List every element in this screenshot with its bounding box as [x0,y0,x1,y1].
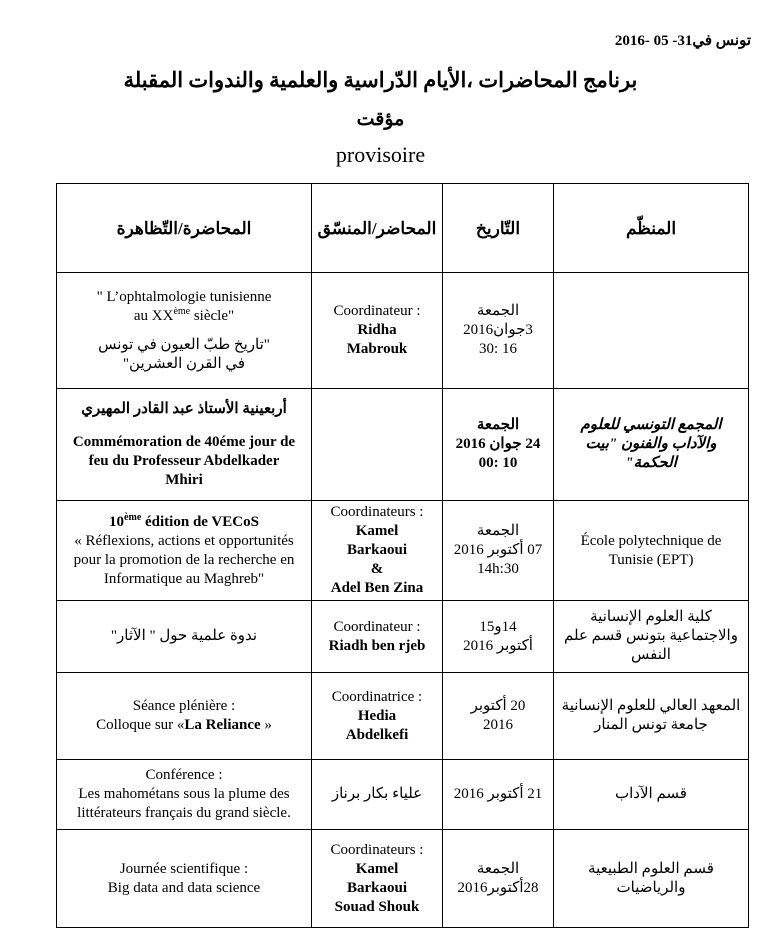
speaker-cell [312,601,443,673]
table-header-row [57,184,749,273]
table-row [57,273,749,389]
event-title-ar: "تاريخ طبّ العيون في تونس في القرن العشرين" [98,336,270,372]
date-cell: 21 أكتوبر 2016 [443,760,554,830]
table-row [57,501,749,601]
table-row [57,673,749,760]
speaker-cell [312,501,443,601]
document-date: تونس في31- 05 -2016 [614,33,751,49]
subtitle-arabic: مؤقت [356,109,405,130]
date-cell [443,830,554,928]
speaker-name: Riadh ben rjeb [328,637,426,654]
event-type: Journée scientifique : [119,860,249,877]
date-day-month: 24 جوان 2016 [455,436,541,452]
event-cell [57,673,312,760]
speaker-cell [312,273,443,389]
organizer-cell: École polytechnique de Tunisie (EPT) [554,501,749,601]
date-day-month: 28أكتوبر2016 [457,879,539,896]
speaker-role: Coordinateurs : [330,841,424,858]
speaker-role: Coordinateur : [333,618,421,635]
event-cell [57,760,312,830]
event-cell [57,273,312,389]
table-row [57,760,749,830]
speaker-cell [312,830,443,928]
date-cell [443,273,554,389]
program-table [56,183,749,928]
speaker-role: Coordinateurs : [330,504,424,520]
date-cell [443,501,554,601]
speaker-amp: & [370,561,384,577]
event-description: « Réflexions, actions et opportunités pour la promotion de la recherche en Informatique au Maghreb" [73,532,295,587]
date-time: 16 :30 [479,341,517,357]
date-day-month: 20 أكتوبر [470,698,526,714]
date-day: الجمعة [476,417,520,433]
document-title: برنامج المحاضرات ،الأيام الدّراسية والعلمية والندوات المقبلة [123,68,638,92]
date-day-month: 07 أكتوبر 2016 [453,542,543,558]
organizer-cell [554,273,749,389]
speaker-role: Coordinatrice : [331,688,423,705]
date-days: 14و15 [479,618,517,635]
table-row [57,389,749,501]
event-cell [57,389,312,501]
subtitle-french: provisoire [335,142,426,167]
speaker-name: Kamel Barkaoui [346,860,407,896]
speaker-name: Hedia Abdelkefi [345,707,409,743]
speaker-name: Ridha Mabrouk [346,322,408,357]
event-cell [57,501,312,601]
header-organizer: المنظّم [554,184,749,273]
event-title-fr: " L’ophtalmologie tunisienne au XXème siècle" [96,288,272,324]
speaker-cell: علياء بكار برناز [312,760,443,830]
event-title-fr: Colloque sur «La Reliance » [96,717,272,733]
date-year: 2016 [483,717,513,733]
date-cell [443,601,554,673]
date-cell [443,673,554,760]
event-title-fr: Les mahométans sous la plume des littérateurs français du grand siècle. [77,786,291,821]
event-title-fr: 10ème édition de VECoS [109,511,259,530]
event-cell [57,830,312,928]
speaker-name: Adel Ben Zina [330,580,424,596]
event-cell: ندوة علمية حول " الآثار" [57,601,312,673]
organizer-cell: قسم العلوم الطبيعية والرياضيات [554,830,749,928]
organizer-cell: قسم الآداب [554,760,749,830]
event-type: Séance plénière : [132,698,236,714]
event-title-ar: أربعينية الأستاذ عبد القادر المهيري [81,400,287,417]
organizer-cell: المعهد العالي للعلوم الإنسانية جامعة تونس المنار [554,673,749,760]
speaker-cell [312,673,443,760]
date-day: الجمعة [476,860,520,877]
event-title-fr: Commémoration de 40éme jour de feu du Professeur Abdelkader Mhiri [72,433,296,488]
organizer-cell: المجمع التونسي للعلوم والآداب والفنون "بيت الحكمة" [554,389,749,501]
event-title-fr: Big data and data science [107,879,261,896]
speaker-cell [312,389,443,501]
table-row [57,601,749,673]
date-day: الجمعة [476,303,520,319]
event-type: Conférence : [145,767,223,783]
header-event: المحاضرة/التّظاهرة [57,184,312,273]
date-time: 10 :00 [478,455,518,471]
date-month-year: أكتوبر 2016 [463,637,533,654]
date-time: 14h:30 [477,561,519,577]
header-date: التّاريخ [443,184,554,273]
date-day: الجمعة [476,523,520,539]
speaker-role: Coordinateur : [333,303,421,319]
date-day-month: 3جوان2016 [463,322,533,338]
speaker-name: Kamel Barkaoui [346,523,407,558]
table-row [57,830,749,928]
header-speaker: المحاضر/المنسّق [312,184,443,273]
speaker-name: Souad Shouk [334,898,420,915]
date-cell [443,389,554,501]
organizer-cell: كلية العلوم الإنسانية والاجتماعية بتونس قسم علم النفس [554,601,749,673]
